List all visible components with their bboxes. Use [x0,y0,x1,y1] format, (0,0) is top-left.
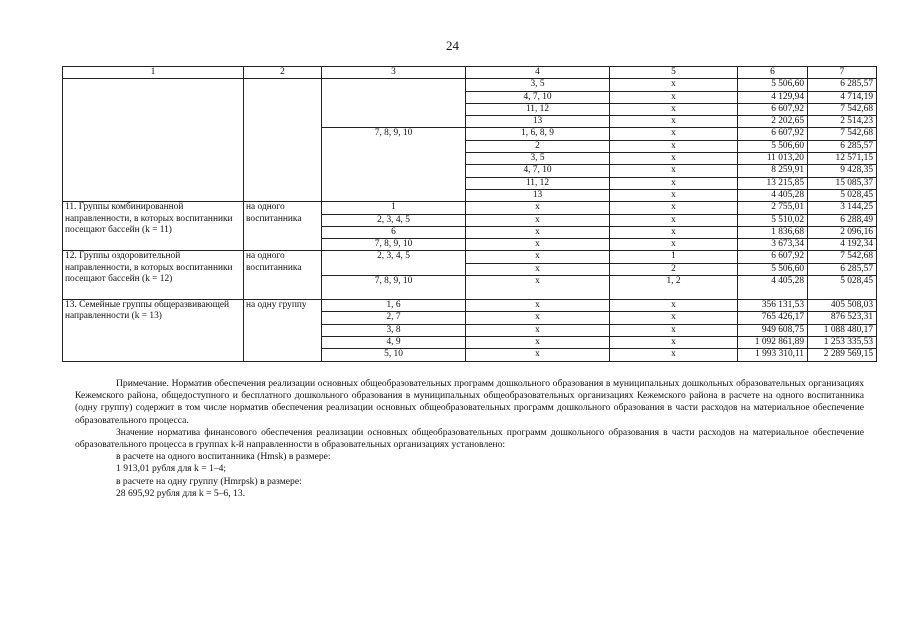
table-cell: х [610,214,738,226]
table-cell: 6 607,92 [738,103,808,115]
table-cell: 2 202,65 [738,116,808,128]
table-cell: 13 [466,189,610,201]
section-title: 12. Группы оздоровительной направленности, в которых воспитанники посещают бассейн (k = 12) [63,251,244,300]
table-cell: 1, 6 [322,300,466,312]
table-cell: 2 514,23 [808,116,877,128]
table-cell: х [610,349,738,361]
table-row [63,79,877,91]
table-cell: 6 [322,226,466,238]
table-cell: 6 285,57 [808,79,877,91]
table-cell: х [610,140,738,152]
table-cell: х [466,214,610,226]
section-unit: на одну группу [244,300,322,361]
note-line-3: в расчете на одну группу (Нmrpsk) в размере: [116,475,302,487]
table-cell: х [610,165,738,177]
table-cell: 1 088 480,17 [808,324,877,336]
table-cell: 13 [466,116,610,128]
table-cell: х [466,324,610,336]
empty-cell [322,79,466,128]
header-cell: 7 [808,67,877,79]
table-cell: х [466,226,610,238]
table-cell: 1, 6, 8, 9 [466,128,610,140]
empty-cell [63,79,244,202]
table-cell: 12 571,15 [808,153,877,165]
section-title: 11. Группы комбинированной направленности, в которых воспитанники посещают бассейн (k = 11) [63,202,244,251]
table-cell: х [610,91,738,103]
note-line-1: в расчете на одного воспитанника (Нmsk) в размере: [116,451,331,463]
table-cell: 1 993 310,11 [738,349,808,361]
table-cell: 2, 7 [322,312,466,324]
table-cell: х [466,276,610,300]
table-cell: 4, 7, 10 [466,165,610,177]
header-cell: 6 [738,67,808,79]
table-cell: 6 607,92 [738,128,808,140]
table-cell: 1 [610,251,738,263]
table-cell: 1 836,68 [738,226,808,238]
table-cell: 8 259,91 [738,165,808,177]
table-cell: 2 [466,140,610,152]
table-cell: 3, 5 [466,153,610,165]
table-cell: 1 [322,202,466,214]
table-cell: 2, 3, 4, 5 [322,251,466,276]
table-cell: 405 508,03 [808,300,877,312]
table-cell: 11 013,20 [738,153,808,165]
table-cell: х [466,312,610,324]
table-cell: 4 129,94 [738,91,808,103]
table-cell: 5 028,45 [808,276,877,300]
note-line-2: 1 913,01 рубля для k = 1–4; [116,463,227,475]
table-cell: х [466,251,610,263]
table-cell: 6 607,92 [738,251,808,263]
table-cell: 7 542,68 [808,251,877,263]
table-cell: х [610,103,738,115]
empty-cell [244,79,322,202]
note-paragraph-1: Примечание. Норматив обеспечения реализации основных общеобразовательных программ дошкольного образования в муниципальных дошкольных образовательных организациях Кежемского района, общедоступного и бесплатного дошкольного образования в муниципальных общеобразовательных организациях Кежемского района в расчете на одного воспитанника (одну группу) содержит в том числе норматив обеспечения реализации основных общеобразовательных программ дошкольного образования в части расходов на материальное обеспечение образовательного процесса. [75,378,864,426]
note-line-4: 28 695,92 рубля для k = 5–6, 13. [116,487,246,499]
table-cell: х [466,202,610,214]
table-cell: 2 [610,263,738,275]
table-cell: 2, 3, 4, 5 [322,214,466,226]
table-cell: х [466,263,610,275]
table-cell: х [610,324,738,336]
table-cell: 2 755,01 [738,202,808,214]
table-cell: х [466,239,610,251]
table-cell: 7, 8, 9, 10 [322,128,466,202]
table-cell: 5 506,60 [738,140,808,152]
table-cell: 5 506,60 [738,79,808,91]
table-cell: 4 192,34 [808,239,877,251]
table-cell: 4, 7, 10 [466,91,610,103]
table-cell: 11, 12 [466,177,610,189]
table-cell: 13 215,85 [738,177,808,189]
header-cell: 5 [610,67,738,79]
section-unit: на одного воспитанника [244,251,322,300]
header-cell: 2 [244,67,322,79]
table-cell: 949 608,75 [738,324,808,336]
table-cell: х [466,336,610,348]
header-cell: 1 [63,67,244,79]
table-cell: 4, 9 [322,336,466,348]
table-cell: 6 288,49 [808,214,877,226]
header-cell: 4 [466,67,610,79]
note-paragraph-2: Значение норматива финансового обеспечения реализации основных общеобразовательных программ дошкольного образования в части расходов на материальное обеспечение образовательного процесса в группах k-й направленности в образовательных организациях установлено: [75,426,864,451]
table-cell: 11, 12 [466,103,610,115]
table-cell: 7, 8, 9, 10 [322,276,466,300]
table-cell: 5, 10 [322,349,466,361]
table-cell: 3 144,25 [808,202,877,214]
table-cell: х [610,226,738,238]
header-cell: 3 [322,67,466,79]
table-cell: 6 285,57 [808,263,877,275]
table-cell: х [610,116,738,128]
table-cell: 1, 2 [610,276,738,300]
table-cell: 15 085,37 [808,177,877,189]
page-number: 24 [446,38,459,53]
table-cell: 7 542,68 [808,103,877,115]
table-cell: 3 673,34 [738,239,808,251]
table-cell: х [610,300,738,312]
table-cell: 4 405,28 [738,189,808,201]
table-row [63,300,877,312]
table-cell: 5 506,60 [738,263,808,275]
normative-table [62,66,877,362]
table-cell: 9 428,35 [808,165,877,177]
table-cell: х [610,202,738,214]
table-cell: 2 289 569,15 [808,349,877,361]
table-cell: х [610,312,738,324]
table-cell: х [610,79,738,91]
table-cell: 765 426,17 [738,312,808,324]
table-cell: 7, 8, 9, 10 [322,239,466,251]
table-cell: 356 131,53 [738,300,808,312]
table-cell: х [466,300,610,312]
table-cell: 5 510,02 [738,214,808,226]
table-row [63,202,877,214]
table-cell: х [610,336,738,348]
table-cell: х [466,349,610,361]
table-cell: 6 285,57 [808,140,877,152]
table-cell: 3, 5 [466,79,610,91]
table-cell: 4 405,28 [738,276,808,300]
table-cell: 2 096,16 [808,226,877,238]
table-cell: х [610,239,738,251]
note-block [75,378,864,500]
table-row [63,251,877,263]
table-cell: х [610,153,738,165]
section-title: 13. Семейные группы общеразвивающей направленности (k = 13) [63,300,244,361]
table-cell: 876 523,31 [808,312,877,324]
table-header-row [63,67,877,79]
table-cell: х [610,189,738,201]
table-cell: 3, 8 [322,324,466,336]
table-cell: х [610,177,738,189]
section-unit: на одного воспитанника [244,202,322,251]
table-cell: 1 253 335,53 [808,336,877,348]
table-cell: 1 092 861,89 [738,336,808,348]
table-cell: 4 714,19 [808,91,877,103]
table-cell: 7 542,68 [808,128,877,140]
table-cell: 5 028,45 [808,189,877,201]
table-cell: х [610,128,738,140]
